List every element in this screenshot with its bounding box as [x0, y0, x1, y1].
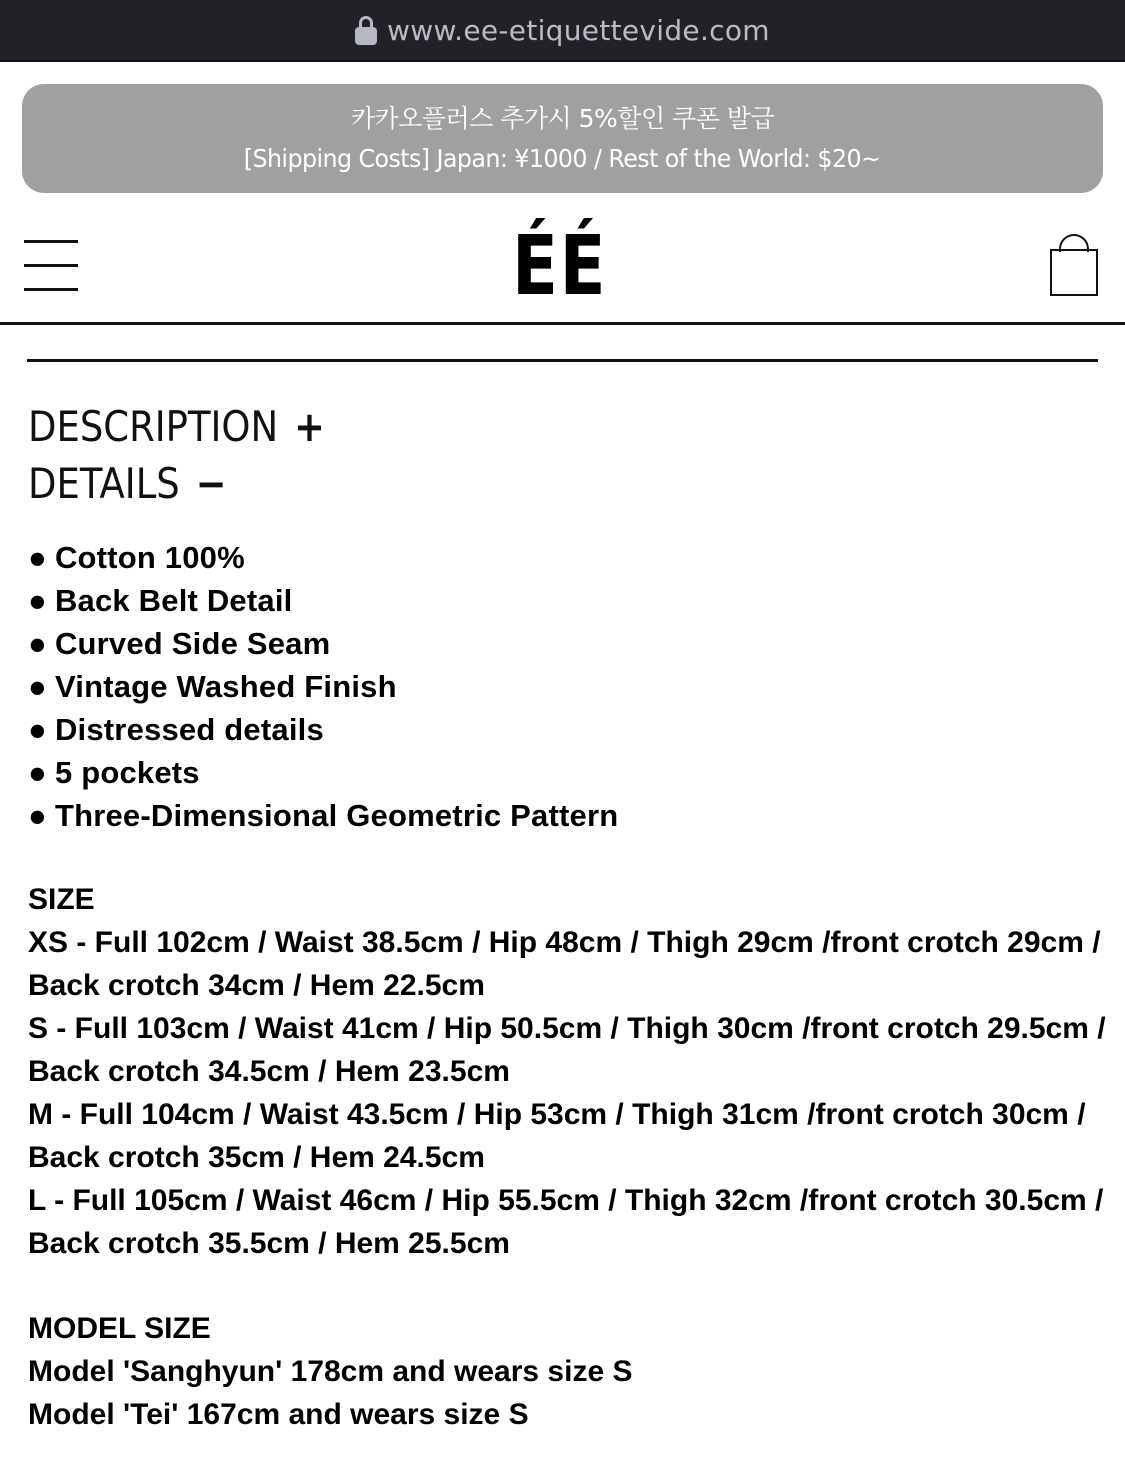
- section-divider: [27, 359, 1098, 362]
- bullet-icon: ●: [28, 755, 47, 790]
- list-item: ● Three-Dimensional Geometric Pattern: [28, 794, 618, 837]
- shopping-bag-icon[interactable]: [1050, 234, 1098, 296]
- list-item: ● Vintage Washed Finish: [28, 665, 618, 708]
- bullet-icon: ●: [28, 712, 47, 747]
- bullet-icon: ●: [28, 669, 47, 704]
- details-list: [28, 536, 618, 837]
- size-row-s: S - Full 103cm / Waist 41cm / Hip 50.5cm / Thigh 30cm /front crotch 29.5cm / Back crotch 34.5cm / Hem 23.5cm: [28, 1012, 1106, 1088]
- list-item: ● Back Belt Detail: [28, 579, 618, 622]
- size-title: SIZE: [28, 883, 95, 916]
- promo-banner[interactable]: [22, 84, 1103, 193]
- size-section: [28, 878, 1108, 1265]
- list-item: ● Cotton 100%: [28, 536, 618, 579]
- list-item: ● Curved Side Seam: [28, 622, 618, 665]
- size-row-xs: XS - Full 102cm / Waist 38.5cm / Hip 48cm / Thigh 29cm /front crotch 29cm / Back crotch 34cm / Hem 22.5cm: [28, 926, 1101, 1002]
- brand-logo[interactable]: ÉÉ: [512, 219, 608, 314]
- model-size-title: MODEL SIZE: [28, 1312, 211, 1345]
- accordion-details-label: DETAILS: [28, 459, 180, 508]
- size-row-l: L - Full 105cm / Waist 46cm / Hip 55.5cm / Thigh 32cm /front crotch 30.5cm / Back crotch 35.5cm / Hem 25.5cm: [28, 1184, 1104, 1260]
- minus-icon: −: [195, 459, 227, 508]
- list-item: ● 5 pockets: [28, 751, 618, 794]
- list-item: ● Distressed details: [28, 708, 618, 751]
- accordion-description[interactable]: [28, 402, 325, 452]
- model-size-section: [28, 1307, 1108, 1436]
- site-header: [0, 200, 1125, 325]
- plus-icon: +: [294, 402, 325, 451]
- model-row: Model 'Tei' 167cm and wears size S: [28, 1398, 529, 1431]
- browser-url-bar[interactable]: [0, 0, 1125, 62]
- hamburger-menu-icon[interactable]: [24, 240, 78, 294]
- model-row: Model 'Sanghyun' 178cm and wears size S: [28, 1355, 633, 1388]
- url-text[interactable]: www.ee-etiquettevide.com: [387, 13, 770, 47]
- promo-coupon-text: 카카오플러스 추가시 5%할인 쿠폰 발급: [350, 103, 775, 133]
- accordion-details[interactable]: [28, 459, 227, 509]
- bullet-icon: ●: [28, 540, 47, 575]
- promo-shipping-text: [Shipping Costs] Japan: ¥1000 / Rest of the World: $20~: [244, 143, 881, 173]
- bullet-icon: ●: [28, 626, 47, 661]
- accordion-description-label: DESCRIPTION: [28, 402, 279, 451]
- bullet-icon: ●: [28, 583, 47, 618]
- size-row-m: M - Full 104cm / Waist 43.5cm / Hip 53cm / Thigh 31cm /front crotch 30cm / Back crotch 35cm / Hem 24.5cm: [28, 1098, 1086, 1174]
- lock-icon: [355, 16, 377, 46]
- bullet-icon: ●: [28, 798, 47, 833]
